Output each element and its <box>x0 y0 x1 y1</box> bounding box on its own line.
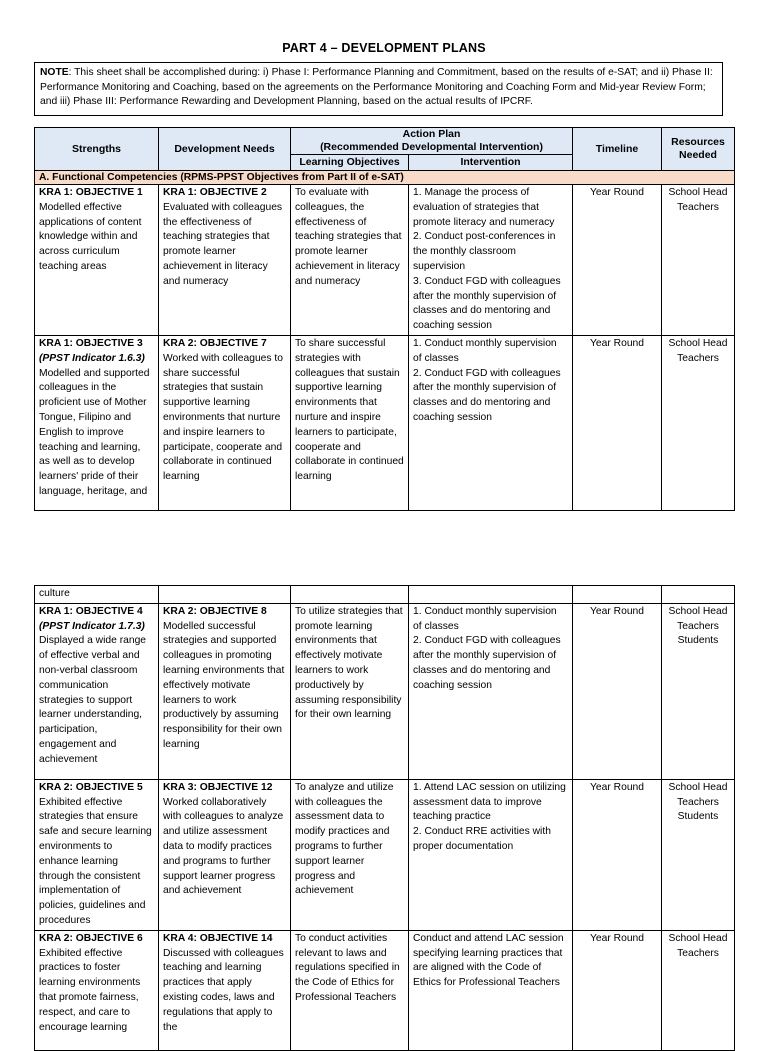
resource-item: School Head <box>668 187 728 198</box>
empty-cell <box>662 586 735 604</box>
intervention-cell <box>409 930 573 1050</box>
section-a-label: A. Functional Competencies (RPMS-PPST Objectives from Part II of e-SAT) <box>35 171 735 185</box>
strength-cell <box>35 603 159 779</box>
resource-item: Teachers <box>677 620 719 632</box>
resources-cell <box>662 335 735 510</box>
table-row <box>35 185 735 336</box>
objective-cell: To utilize strategies that promote learning environments that effectively motivate learners to work productively by assuming responsibility for their own learning <box>291 603 409 779</box>
resources-cell <box>662 603 735 779</box>
note-box <box>34 62 723 116</box>
strength-text: Exhibited effective strategies that ensure safe and secure learning environments to enhance learning through the consistent implementation of policies, guidelines and procedures <box>39 796 152 926</box>
need-cell <box>159 335 291 510</box>
need-cell <box>159 930 291 1050</box>
rows-table1 <box>35 185 735 511</box>
need-text: Evaluated with colleagues the effectiveness of teaching strategies that promote learner achievement in literacy and numeracy <box>163 201 283 287</box>
header-development-needs: Development Needs <box>159 128 291 171</box>
header-intervention: Intervention <box>409 155 573 171</box>
empty-cell <box>291 586 409 604</box>
strength-cell <box>35 335 159 510</box>
header-row-1 <box>35 128 735 155</box>
resource-item: Teachers <box>677 796 719 808</box>
note-label: NOTE <box>40 67 69 78</box>
intervention-item: 2. Conduct post-conferences in the monthly classroom supervision <box>413 231 556 272</box>
page-title: PART 4 – DEVELOPMENT PLANS <box>282 41 486 55</box>
development-plan-table <box>34 127 735 511</box>
table-row <box>35 335 735 510</box>
intervention-item: 1. Conduct monthly supervision of classes <box>413 337 557 364</box>
need-text: Discussed with colleagues teaching and learning practices that apply existing codes, laws and regulations that apply to the <box>163 947 284 1033</box>
intervention-item: 1. Manage the process of evaluation of strategies that promote literacy and numeracy <box>413 187 555 228</box>
intervention-cell <box>409 185 573 336</box>
strength-text: Modelled effective applications of content knowledge within and across curriculum teaching areas <box>39 201 142 272</box>
intervention-item: Conduct and attend LAC session specifying learning practices that are aligned with the Code of Ethics for Professional Teachers <box>413 932 564 989</box>
strength-kra: KRA 1: OBJECTIVE 1 <box>39 187 143 198</box>
intervention-cell <box>409 603 573 779</box>
strength-kra: KRA 1: OBJECTIVE 3 <box>39 337 143 349</box>
need-text: Worked collaboratively with colleagues to analyze and utilize assessment data to modify practices and programs to further support learner progress and achievement <box>163 796 284 897</box>
rows-table2 <box>35 603 735 1050</box>
need-kra: KRA 1: OBJECTIVE 2 <box>163 187 267 198</box>
resource-item: School Head <box>668 932 728 944</box>
intervention-item: 2. Conduct FGD with colleagues after the monthly supervision of classes and do mentoring and coaching session <box>413 367 561 423</box>
need-text: Modelled successful strategies and supported colleagues in promoting learning environments that effectively motivate learners to work productively by assuming responsibility for their own learning <box>163 620 285 750</box>
continuation-row <box>35 586 735 604</box>
action-plan-sublabel: (Recommended Developmental Intervention) <box>320 141 543 153</box>
strength-indicator: (PPST Indicator 1.6.3) <box>39 352 145 364</box>
resource-item: School Head <box>668 781 728 793</box>
need-kra: KRA 2: OBJECTIVE 7 <box>163 337 267 349</box>
section-row <box>35 171 735 185</box>
resource-item: Students <box>677 635 719 647</box>
need-cell <box>159 779 291 930</box>
need-kra: KRA 3: OBJECTIVE 12 <box>163 781 273 793</box>
timeline-cell: Year Round <box>573 335 662 510</box>
table-row <box>35 930 735 1050</box>
resource-item: Teachers <box>677 947 719 959</box>
strength-text: Displayed a wide range of effective verbal and non-verbal classroom communication strategies to support learner understanding, participation, engagement and achievement <box>39 635 147 765</box>
timeline-cell: Year Round <box>573 603 662 779</box>
development-plan-table-continued <box>34 585 735 1051</box>
need-kra: KRA 2: OBJECTIVE 8 <box>163 605 267 617</box>
intervention-item: 3. Conduct FGD with colleagues after the monthly supervision of classes and do mentoring and coaching session <box>413 275 561 332</box>
action-plan-label: Action Plan <box>402 128 461 140</box>
table-row <box>35 603 735 779</box>
strength-text: Exhibited effective practices to foster learning environments that promote fairness, respect, and care to encourage learning <box>39 947 141 1033</box>
strength-cell <box>35 930 159 1050</box>
timeline-cell: Year Round <box>573 185 662 336</box>
timeline-cell: Year Round <box>573 779 662 930</box>
objective-cell: To evaluate with colleagues, the effectiveness of teaching strategies that promote learner achievement in literacy and numeracy <box>291 185 409 336</box>
empty-cell <box>409 586 573 604</box>
resources-cell <box>662 185 735 336</box>
objective-cell: To conduct activities relevant to laws and regulations specified in the Code of Ethics for Professional Teachers <box>291 930 409 1050</box>
note-text: : This sheet shall be accomplished during: i) Phase I: Performance Planning and Commitment, based on the results of e-SAT; and ii) Phase II: Performance Monitoring and Coaching, based on the agreements on the Performance Monitoring and Coaching Form and Mid-year Review Form; and iii) Phase III: Performance Rewarding and Development Planning, based on the actual results of IPCRF. <box>40 67 713 107</box>
table-row <box>35 779 735 930</box>
empty-cell <box>159 586 291 604</box>
resource-item: School Head <box>668 605 728 617</box>
strength-indicator: (PPST Indicator 1.7.3) <box>39 620 145 632</box>
need-cell <box>159 185 291 336</box>
resources-cell <box>662 930 735 1050</box>
strength-kra: KRA 1: OBJECTIVE 4 <box>39 605 143 617</box>
intervention-cell <box>409 335 573 510</box>
header-strengths: Strengths <box>35 128 159 171</box>
header-learning-objectives: Learning Objectives <box>291 155 409 171</box>
empty-cell <box>573 586 662 604</box>
header-timeline: Timeline <box>573 128 662 171</box>
intervention-item: 2. Conduct RRE activities with proper documentation <box>413 826 551 852</box>
resources-cell <box>662 779 735 930</box>
need-text: Worked with colleagues to share successful strategies that sustain supportive learning environments that nurture and inspire learners to participate, cooperate and collaborate in continued learning <box>163 352 284 483</box>
objective-cell: To share successful strategies with colleagues that sustain supportive learning environments that nurture and inspire learners to participate, cooperate and collaborate in continued learning <box>291 335 409 510</box>
strength-cell <box>35 185 159 336</box>
continuation-text: culture <box>35 586 159 604</box>
resource-item: Teachers <box>677 201 719 213</box>
need-kra: KRA 4: OBJECTIVE 14 <box>163 932 273 944</box>
strength-kra: KRA 2: OBJECTIVE 6 <box>39 932 143 944</box>
intervention-item: 2. Conduct FGD with colleagues after the monthly supervision of classes and do mentoring and coaching session <box>413 635 561 691</box>
objective-cell: To analyze and utilize with colleagues the assessment data to modify practices and programs to further support learner progress and achievement <box>291 779 409 930</box>
intervention-item: 1. Attend LAC session on utilizing assessment data to improve teaching practice <box>413 781 566 823</box>
header-resources: Resources Needed <box>662 128 735 171</box>
intervention-item: 1. Conduct monthly supervision of classes <box>413 605 557 632</box>
need-cell <box>159 603 291 779</box>
timeline-cell: Year Round <box>573 930 662 1050</box>
strength-kra: KRA 2: OBJECTIVE 5 <box>39 781 143 793</box>
intervention-cell <box>409 779 573 930</box>
resource-item: School Head <box>668 337 728 349</box>
resource-item: Students <box>677 811 719 823</box>
header-action-plan <box>291 128 573 155</box>
resource-item: Teachers <box>677 352 719 364</box>
strength-text: Modelled and supported colleagues in the proficient use of Mother Tongue, Filipino and English to improve teaching and learning, as well as to develop learners' pride of their language, heritage, and <box>39 367 150 497</box>
strength-cell <box>35 779 159 930</box>
